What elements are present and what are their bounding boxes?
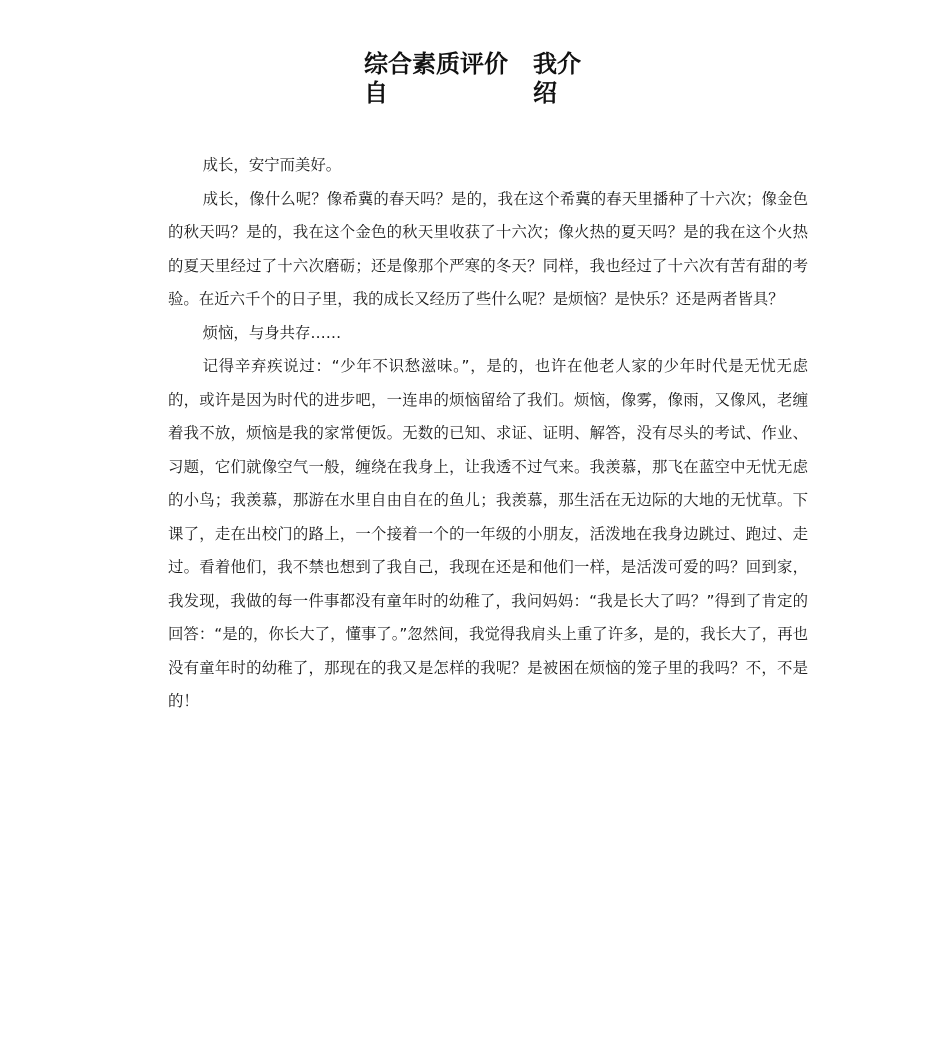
document-body bbox=[168, 149, 808, 719]
title-left-line-2: 自 bbox=[364, 79, 388, 107]
title-right-line-1: 我介 bbox=[533, 50, 581, 78]
title-right-column bbox=[533, 50, 581, 108]
paragraph-4: 记得辛弃疾说过：“少年不识愁滋味。”，是的，也许在他老人家的少年时代是无忧无虑的，或许是因为时代的进步吧，一连串的烦恼留给了我们。烦恼，像雾，像雨，又像风，老缠着我不放，烦恼是我的家常便饭。无数的已知、求证、证明、解答，没有尽头的考试、作业、习题，它们就像空气一般，缠绕在我身上，让我透不过气来。我羡慕，那飞在蓝空中无忧无虑的小鸟；我羡慕，那游在水里自由自在的鱼儿；我羡慕，那生活在无边际的大地的无忧草。下课了，走在出校门的路上，一个接着一个的一年级的小朋友，活泼地在我身边跳过、跑过、走过。看着他们，我不禁也想到了我自己，我现在还是和他们一样，是活泼可爱的吗？回到家，我发现，我做的每一件事都没有童年时的幼稚了，我问妈妈：“我是长大了吗？”得到了肯定的回答：“是的，你长大了，懂事了。”忽然间，我觉得我肩头上重了许多，是的，我长大了，再也没有童年时的幼稚了，那现在的我又是怎样的我呢？是被困在烦恼的笼子里的我吗？不，不是的！ bbox=[168, 357, 808, 710]
document-title bbox=[364, 50, 594, 112]
title-left-line-1: 综合素质评价 bbox=[364, 50, 508, 78]
paragraph-1: 成长，安宁而美好。 bbox=[202, 156, 342, 174]
title-left-column bbox=[364, 50, 508, 108]
paragraph-2: 成长，像什么呢？像希冀的春天吗？是的，我在这个希冀的春天里播种了十六次；像金色的秋天吗？是的，我在这个金色的秋天里收获了十六次；像火热的夏天吗？是的我在这个火热的夏天里经过了十六次磨砺；还是像那个严寒的冬天？同样，我也经过了十六次有苦有甜的考验。在近六千个的日子里，我的成长又经历了些什么呢？是烦恼？是快乐？还是两者皆具？ bbox=[168, 189, 808, 308]
paragraph-3: 烦恼，与身共存…… bbox=[202, 323, 342, 342]
title-right-line-2: 绍 bbox=[533, 79, 557, 107]
